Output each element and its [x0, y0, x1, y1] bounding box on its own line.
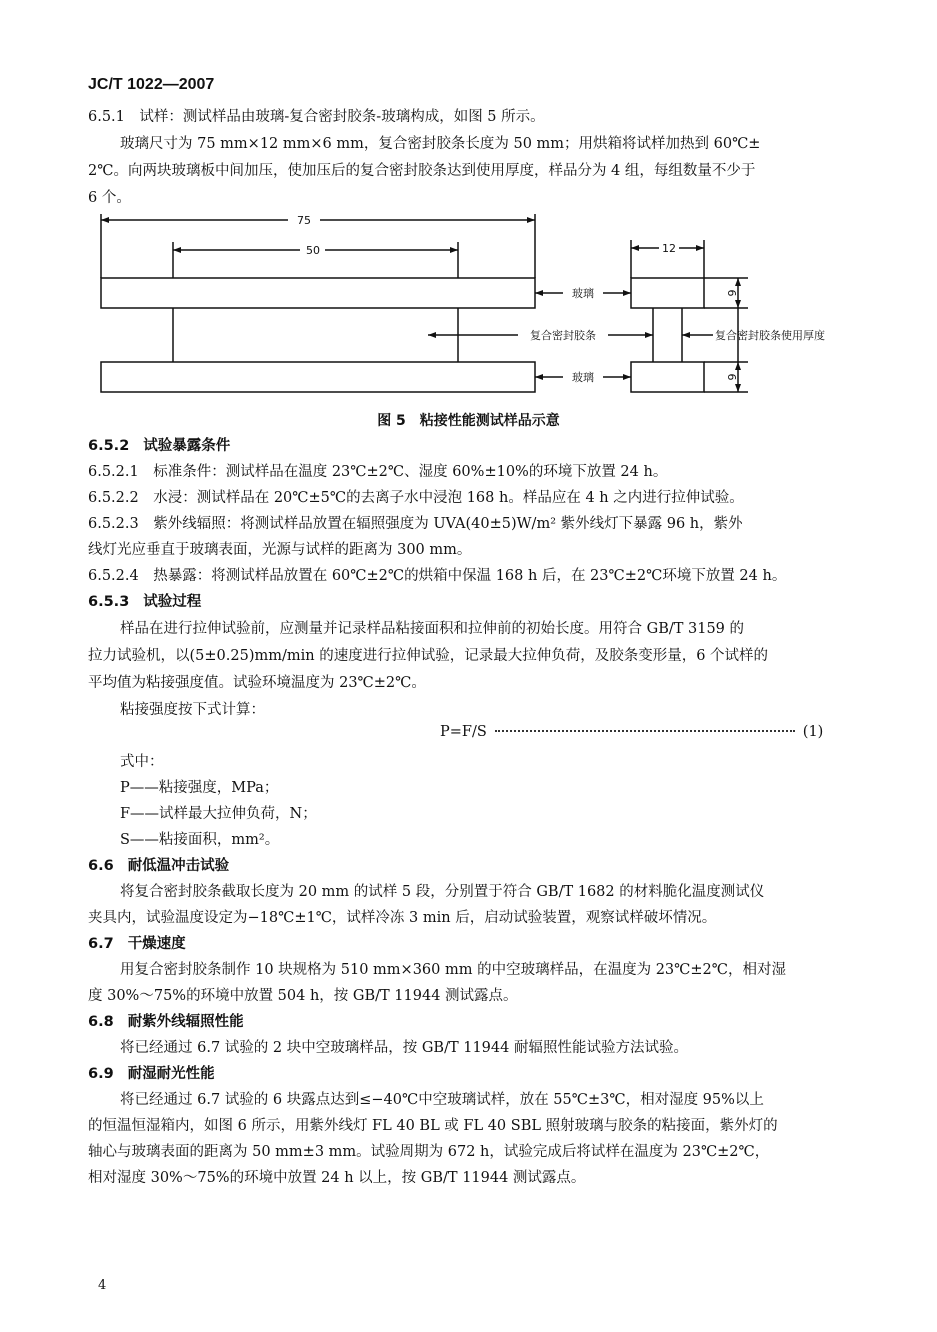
heading-title: 试验暴露条件 — [143, 438, 231, 454]
paragraph-6-5-1-body: 玻璃尺寸为 75 mm×12 mm×6 mm，复合密封胶条长度为 50 mm；用烘箱将试样加热到 60℃± — [120, 136, 761, 152]
variable-s: S——粘接面积，mm²。 — [120, 832, 280, 848]
heading-title: 试验过程 — [143, 594, 202, 610]
paragraph-6-7-cont: 度 30%～75%的环境中放置 504 h，按 GB/T 11944 测试露点。 — [88, 988, 518, 1004]
clause-6-5-2-3-cont: 线灯光应垂直于玻璃表面，光源与试样的距离为 300 mm。 — [88, 542, 472, 558]
label-use-thickness: 复合密封胶条使用厚度 — [715, 329, 825, 342]
dim-75-label: 75 — [297, 214, 311, 227]
paragraph-6-9-cont: 轴心与玻璃表面的距离为 50 mm±3 mm。试验周期为 672 h，试验完成后将试样在温度为 23℃±2℃， — [88, 1144, 770, 1160]
heading-6-7 — [88, 934, 186, 954]
paragraph-6-5-1-body: 6 个。 — [88, 190, 131, 206]
dim-12-label: 12 — [662, 242, 676, 255]
variable-f: F——试样最大拉伸负荷，N； — [120, 806, 317, 822]
clause-6-5-2-3: 6.5.2.3 紫外线辐照：将测试样品放置在辐照强度为 UVA(40±5)W/m² 紫外线灯下暴露 96 h，紫外 — [88, 516, 743, 532]
bottom-glass-plate — [101, 362, 535, 392]
heading-number: 6.5.3 — [88, 594, 130, 610]
paragraph-6-9-cont: 的恒温恒湿箱内，如图 6 所示，用紫外线灯 FL 40 BL 或 FL 40 SBL 照射玻璃与胶条的粘接面，紫外灯的 — [88, 1118, 778, 1134]
formula-1 — [440, 722, 860, 742]
heading-6-5-2 — [88, 436, 230, 456]
label-glass-top: 玻璃 — [572, 287, 594, 300]
where-label: 式中： — [120, 754, 164, 770]
paragraph-6-6-cont: 夹具内，试验温度设定为−18℃±1℃，试样冷冻 3 min 后，启动试验装置，观察试样破坏情况。 — [88, 910, 717, 926]
heading-number: 6.7 — [88, 936, 114, 952]
paragraph-6-8: 将已经通过 6.7 试验的 2 块中空玻璃样品，按 GB/T 11944 耐辐照性能试验方法试验。 — [120, 1040, 688, 1056]
dim-6-top-label: 6 — [725, 289, 738, 297]
dim-50-label: 50 — [306, 244, 320, 257]
heading-6-5-3 — [88, 592, 201, 612]
figure-5-caption: 图 5 粘接性能测试样品示意 — [377, 413, 560, 429]
heading-number: 6.8 — [88, 1014, 114, 1030]
heading-title: 耐低温冲击试验 — [127, 858, 230, 874]
label-sealant-strip: 复合密封胶条 — [530, 329, 596, 342]
page-number: 4 — [98, 1278, 107, 1293]
paragraph-6-5-1: 6.5.1 试样：测试样品由玻璃-复合密封胶条-玻璃构成，如图 5 所示。 — [88, 109, 545, 125]
side-view-top-glass — [631, 278, 704, 308]
formula-intro: 粘接强度按下式计算： — [120, 702, 265, 718]
heading-number: 6.9 — [88, 1066, 114, 1082]
label-glass-bottom: 玻璃 — [572, 371, 594, 384]
formula-leader-dots — [495, 730, 795, 732]
figure-5-diagram — [88, 212, 868, 402]
standard-code: JC/T 1022—2007 — [88, 76, 215, 93]
variable-p: P——粘接强度，MPa； — [120, 780, 279, 796]
formula-number: (1) — [802, 724, 824, 740]
paragraph-6-5-3-cont: 拉力试验机，以(5±0.25)mm/min 的速度进行拉伸试验，记录最大拉伸负荷，及胶条变形量，6 个试样的 — [88, 648, 769, 664]
paragraph-6-5-3-cont: 平均值为粘接强度值。试验环境温度为 23℃±2℃。 — [88, 675, 426, 691]
paragraph-6-9-cont: 相对湿度 30%～75%的环境中放置 24 h 以上，按 GB/T 11944 测试露点。 — [88, 1170, 586, 1186]
heading-number: 6.5.2 — [88, 438, 130, 454]
clause-6-5-2-1: 6.5.2.1 标准条件：测试样品在温度 23℃±2℃、湿度 60%±10%的环境下放置 24 h。 — [88, 464, 668, 480]
formula-expression: P=F/S — [440, 724, 487, 740]
clause-6-5-2-2: 6.5.2.2 水浸：测试样品在 20℃±5℃的去离子水中浸泡 168 h。样品应在 4 h 之内进行拉伸试验。 — [88, 490, 744, 506]
heading-title: 耐紫外线辐照性能 — [127, 1014, 244, 1030]
paragraph-6-9: 将已经通过 6.7 试验的 6 块露点达到≤−40℃中空玻璃试样，放在 55℃±3℃，相对湿度 95%以上 — [120, 1092, 764, 1108]
heading-title: 耐湿耐光性能 — [127, 1066, 215, 1082]
clause-6-5-2-4: 6.5.2.4 热暴露：将测试样品放置在 60℃±2℃的烘箱中保温 168 h 后，在 23℃±2℃环境下放置 24 h。 — [88, 568, 787, 584]
side-view-bottom-glass — [631, 362, 704, 392]
heading-6-8 — [88, 1012, 244, 1032]
paragraph-6-5-3: 样品在进行拉伸试验前，应测量并记录样品粘接面积和拉伸前的初始长度。用符合 GB/T 3159 的 — [120, 621, 745, 637]
heading-6-6 — [88, 856, 229, 876]
dim-6-bottom-label: 6 — [725, 373, 738, 381]
heading-6-9 — [88, 1064, 215, 1084]
heading-number: 6.6 — [88, 858, 114, 874]
heading-title: 干燥速度 — [127, 936, 186, 952]
paragraph-6-5-1-body: 2℃。向两块玻璃板中间加压，使加压后的复合密封胶条达到使用厚度，样品分为 4 组，每组数量不少于 — [88, 163, 756, 179]
paragraph-6-7: 用复合密封胶条制作 10 块规格为 510 mm×360 mm 的中空玻璃样品，在温度为 23℃±2℃，相对湿 — [120, 962, 786, 978]
top-glass-plate — [101, 278, 535, 308]
paragraph-6-6: 将复合密封胶条截取长度为 20 mm 的试样 5 段，分别置于符合 GB/T 1682 的材料脆化温度测试仪 — [120, 884, 765, 900]
